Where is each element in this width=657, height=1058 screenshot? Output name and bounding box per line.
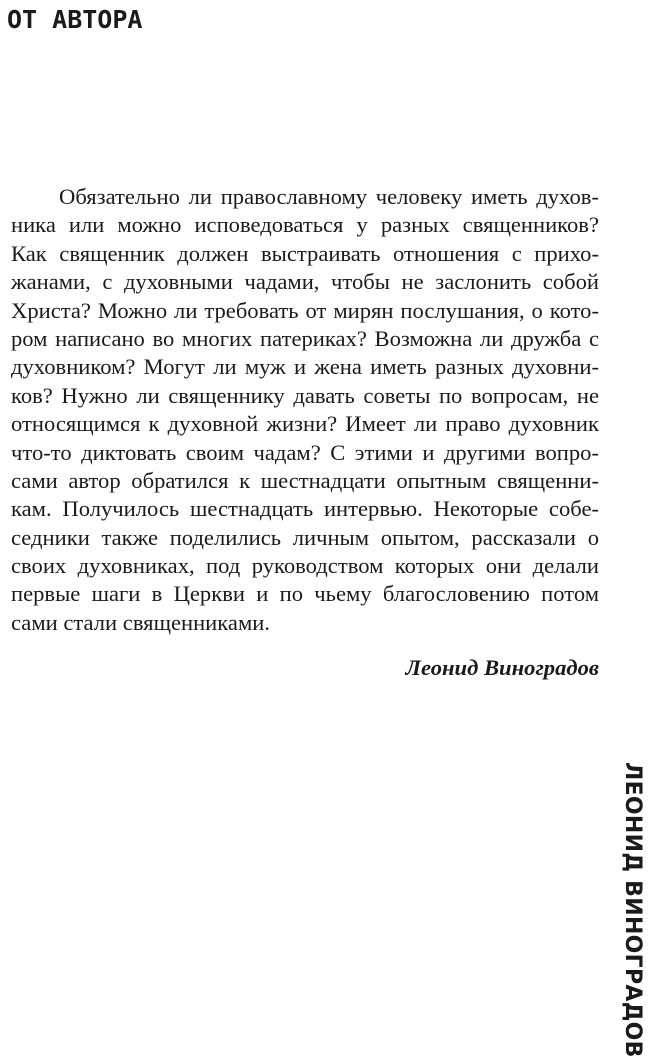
- text-line: своих духовниках, под руководством которых они делали: [11, 553, 599, 579]
- text-line: ника или можно исповедоваться у разных священников?: [11, 212, 599, 238]
- text-line: ков? Нужно ли священнику давать советы по вопросам, не: [11, 382, 599, 408]
- section-title: ОТ АВТОРА: [7, 5, 143, 34]
- text-line: Как священник должен выстраивать отношения с прихо-: [11, 240, 599, 266]
- text-line: Обязательно ли православному человеку иметь духов-: [59, 184, 599, 209]
- text-line: ром написано во многих патериках? Возможна ли дружба с: [11, 325, 599, 351]
- text-line: сами стали священниками.: [11, 609, 270, 635]
- text-line: Христа? Можно ли требовать от мирян послушания, о кото-: [11, 297, 599, 323]
- text-line: кам. Получилось шестнадцать интервью. Некоторые собе-: [11, 496, 599, 522]
- text-line: духовником? Могут ли муж и жена иметь разных духовни-: [11, 354, 599, 380]
- text-line: жанами, с духовными чадами, чтобы не заслонить собой: [11, 269, 599, 295]
- text-line: седники также поделились личным опытом, рассказали о: [11, 524, 599, 550]
- running-author-text: ЛЕОНИД ВИНОГРАДОВ: [620, 762, 645, 1058]
- text-line: относящимся к духовной жизни? Имеет ли право духовник: [11, 411, 599, 437]
- author-signature: Леонид Виноградов: [405, 655, 599, 680]
- running-author-label: [612, 762, 652, 1058]
- text-line: сами автор обратился к шестнадцати опытным священни-: [11, 467, 599, 493]
- text-line: что-то диктовать своим чадам? С этими и другими вопро-: [11, 439, 599, 465]
- author-preface-text: [11, 183, 599, 637]
- text-line: первые шаги в Церкви и по чьему благословению потом: [11, 581, 599, 607]
